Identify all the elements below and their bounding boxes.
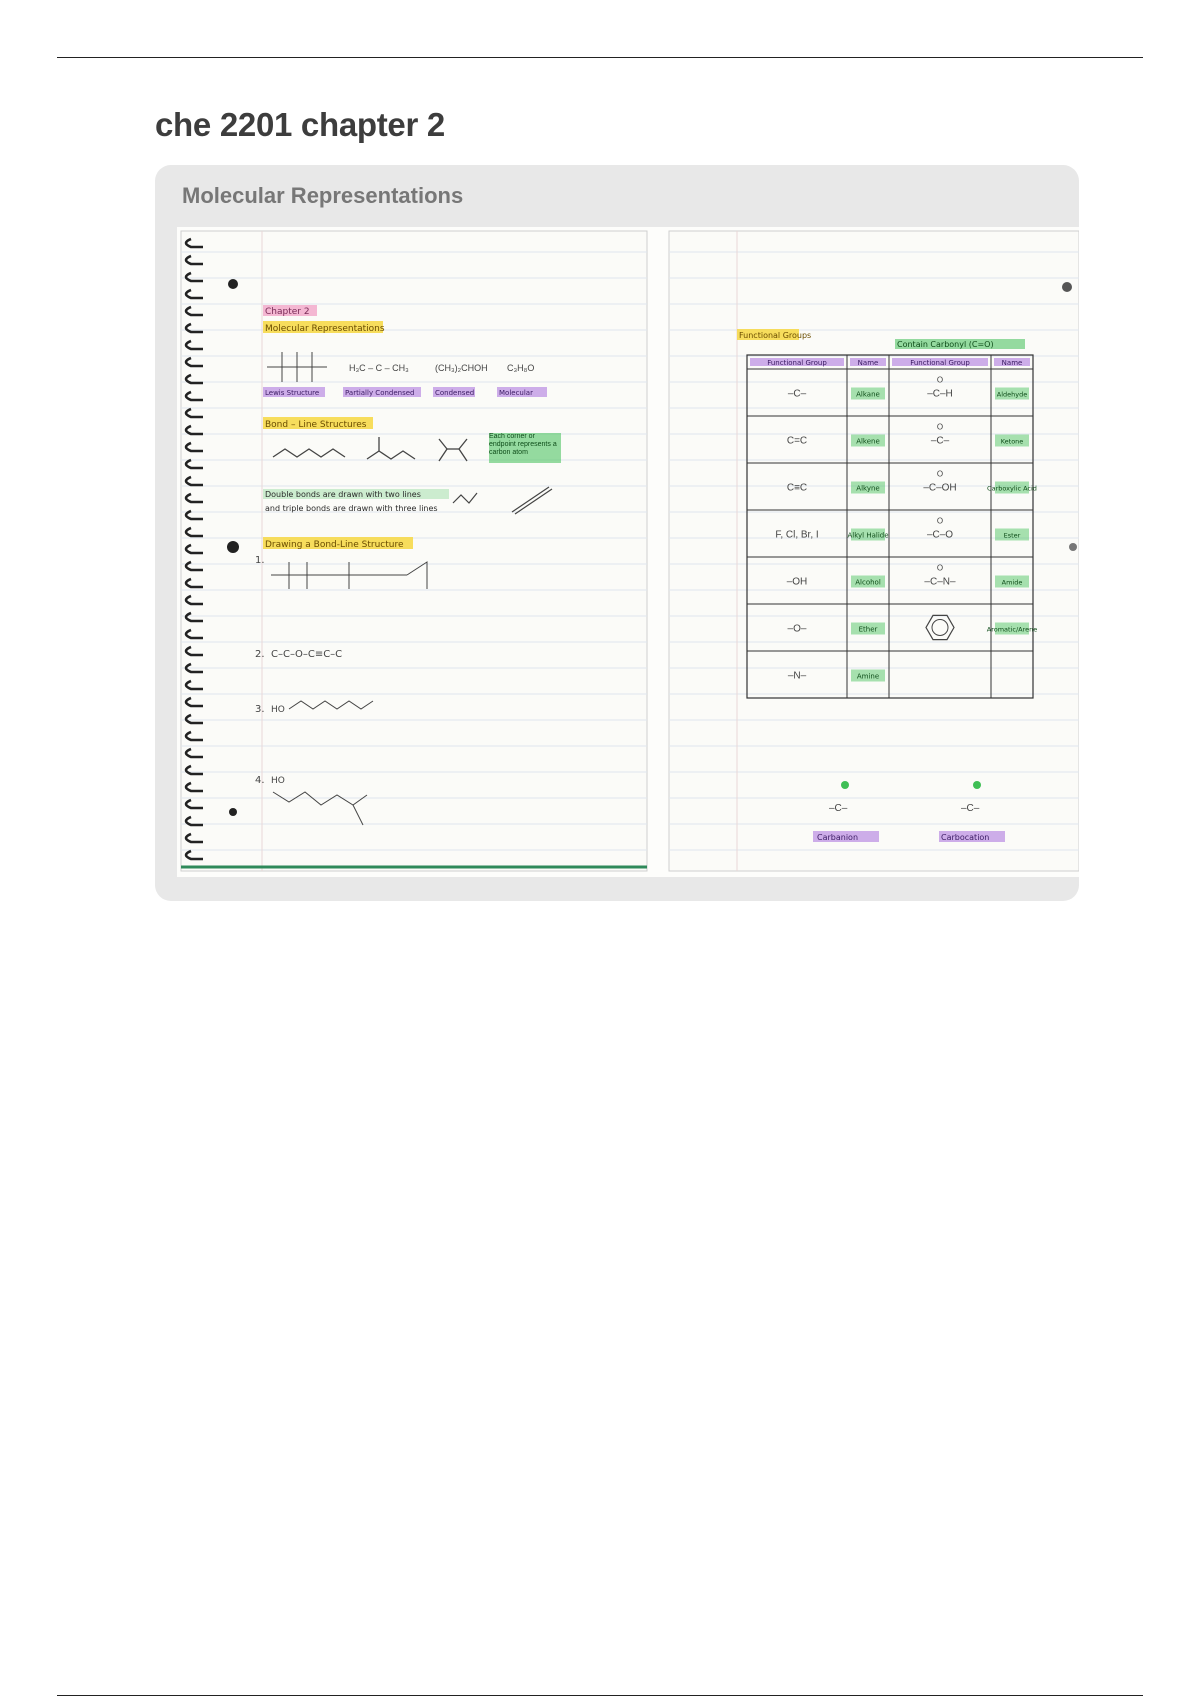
punch-hole [229, 808, 237, 816]
structure-type-label: Lewis Structure [265, 389, 320, 397]
table-cell-name: Carboxylic Acid [987, 484, 1037, 493]
table-cell-group: –O– [787, 623, 807, 635]
step-number: 4. [255, 775, 265, 786]
notes-card [155, 165, 1079, 901]
step-number: 3. [255, 704, 265, 715]
left-notebook-page [181, 231, 647, 871]
table-cell-group: –C–O [926, 529, 954, 541]
section-molecular: Molecular Representations [265, 324, 385, 334]
carbanion-structure: –C– [829, 803, 848, 814]
punch-hole [227, 541, 239, 553]
table-cell-name: Aldehyde [996, 390, 1028, 399]
structure-type-labels [263, 387, 547, 397]
punch-hole [228, 279, 238, 289]
section-functional-groups: Functional Groups [739, 331, 812, 340]
table-cell-group: –C– [787, 388, 807, 400]
step-number: 2. [255, 649, 265, 660]
double-bond-note: Double bonds are drawn with two lines [265, 490, 421, 499]
page-title: che 2201 chapter 2 [155, 106, 445, 143]
table-cell-group: –OH [786, 576, 808, 588]
card-title: Molecular Representations [182, 183, 464, 208]
carbocation-label: Carbocation [941, 833, 990, 842]
table-cell-name: Alkyne [856, 484, 880, 493]
table-cell-group: –C– [930, 435, 950, 447]
condensed-formula: (CH₃)₂CHOH [435, 363, 488, 373]
right-notebook-page [669, 231, 1079, 871]
table-header: Name [857, 359, 879, 367]
section-bond-line: Bond – Line Structures [265, 420, 367, 430]
structure-type-label: Molecular [499, 389, 533, 397]
table-cell-name: Alkyl Halide [847, 531, 889, 540]
section-drawing: Drawing a Bond-Line Structure [265, 540, 404, 550]
bond-line-note: Each corner or endpoint represents a carbon atom [489, 433, 557, 456]
table-cell-name: Alcohol [855, 578, 881, 587]
table-header: Functional Group [767, 359, 827, 367]
carbonyl-oxygen: O [936, 516, 944, 526]
table-cell-name: Alkane [856, 390, 880, 399]
notebook-scan-svg [177, 227, 1079, 877]
step3-text: HO [271, 705, 285, 715]
step2-text: C–C–O–C≡C–C [271, 649, 343, 660]
table-cell-name: Amide [1001, 578, 1023, 587]
chapter-heading: Chapter 2 [265, 307, 310, 317]
carbonyl-label: Contain Carbonyl (C=O) [897, 340, 994, 349]
carbonyl-oxygen: O [936, 563, 944, 573]
table-cell-group: C=C [786, 435, 808, 447]
molecular-formula: C₃H₈O [507, 363, 535, 373]
table-cell-name: Ether [858, 625, 878, 634]
table-cell-name: Amine [856, 672, 880, 681]
table-cell-group: –C–H [927, 388, 953, 400]
structure-type-label: Condensed [435, 389, 475, 397]
table-cell-group: –N– [787, 670, 807, 682]
structure-type-label: Partially Condensed [345, 389, 415, 397]
table-cell-group: C≡C [786, 482, 808, 494]
carbonyl-oxygen: O [936, 422, 944, 432]
carbonyl-oxygen: O [936, 375, 944, 385]
table-cell-group: –C–N– [924, 576, 956, 588]
notebook-scan-image [177, 227, 1079, 877]
table-cell-name: Alkene [856, 437, 880, 446]
carbonyl-oxygen: O [936, 469, 944, 479]
carbocation-structure: –C– [961, 803, 980, 814]
table-cell-name: Aromatic/Arene [986, 625, 1038, 634]
table-header: Functional Group [910, 359, 970, 367]
table-cell-group: –C–OH [923, 482, 957, 494]
table-header: Name [1001, 359, 1023, 367]
triple-bond-note: and triple bonds are drawn with three lines [265, 504, 438, 513]
bottom-rule [57, 1695, 1143, 1696]
step4-text: HO [271, 776, 285, 786]
table-cell-name: Ketone [1000, 437, 1024, 446]
table-cell-name: Ester [1003, 531, 1021, 540]
carbanion-label: Carbanion [817, 833, 859, 842]
top-rule [57, 57, 1143, 58]
table-cell-group: F, Cl, Br, I [775, 529, 819, 541]
step-number: 1. [255, 555, 265, 566]
partial-formula: H₃C – C – CH₃ [349, 363, 409, 373]
